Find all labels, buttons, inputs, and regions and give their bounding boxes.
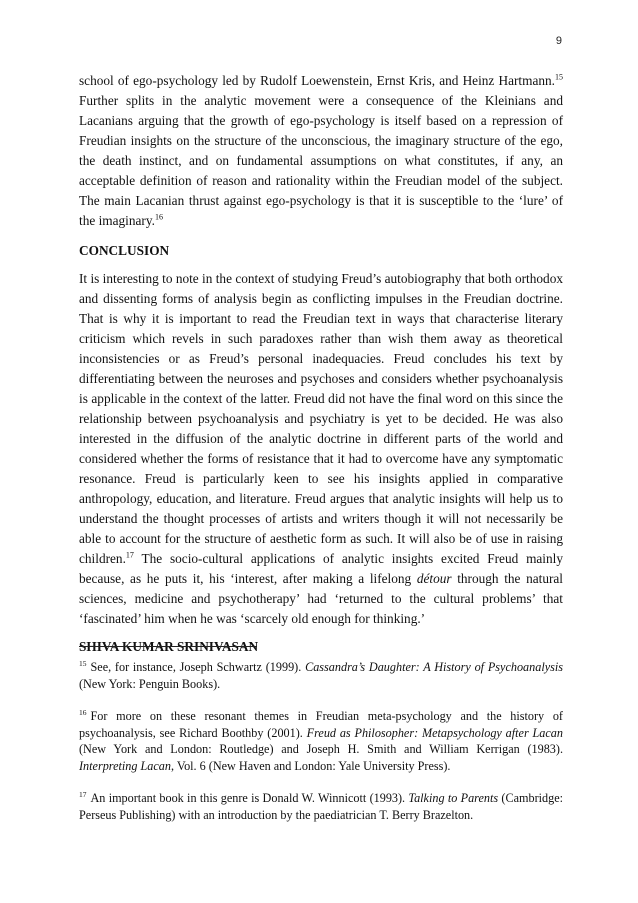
page-number: 9 [555,35,562,47]
footnote-17 [79,790,563,823]
footnote-number: 16 [79,707,87,717]
footnotes [79,659,563,839]
footnote-title: Freud as Philosopher: Metapsychology after Lacan [306,725,563,740]
body-text [79,71,563,657]
footnote-text: (Cambridge: Perseus Publishing) with an introduction by the paediatrician T. Berry Brazelton. [79,791,563,822]
italic-term: détour [416,571,452,586]
paragraph-text: Further splits in the analytic movement were a consequence of the Kleinians and Lacanians arguing that the growth of ego-psychology is itself based on a repression of Freudian insights on the structure of the unconscious, the imaginary structure of the ego, the death instinct, and on fundamental assumptions on what constitutes, if any, an acceptable definition of reason and rationality within the Freudian model of the subject. The main Lacanian thrust against ego-psychology is that it is susceptible to the ‘lure’ of the imaginary. [79,93,563,228]
footnote-text: See, for instance, Joseph Schwartz (1999). [90,660,306,674]
footnote-15 [79,659,563,692]
footnote-text: (New York: Penguin Books). [79,676,221,691]
footnote-16 [79,708,563,774]
paragraph-ego-psychology [79,71,563,231]
footnote-ref-16[interactable]: 16 [154,212,163,222]
paragraph-text: It is interesting to note in the context of studying Freud’s autobiography that both orthodox and dissenting forms of analysis begin as conflicting impulses in the Freudian doctrine. That is why it is important to read the Freudian text in ways that characterise literary criticism which revels in such paradoxes rather than wish them away as theoretical inconsistencies or as Freud’s personal inadequacies. Freud concludes his text by differentiating between the neuroses and psychoses and considers whether psychoanalysis is applicable in the context of the latter. Freud did not have the final word on this since the relationship between psychoanalysis and psychiatry is yet to be decided. He was also interested in the diffusion of the analytic doctrine in different parts of the world and considered whether the forms of resistance that it had to overcome have any symptomatic resonance. Freud is particularly keen to see his insights applied in comparative anthropology, education, and literature. Freud argues that analytic insights will help us to understand the thought processes of artists and writers though it will not necessarily be able to account for the structure of aesthetic form as such. It will also be of use in raising children. [79,271,563,566]
paragraph-text: through the natural sciences, medicine and psychotherapy’ had ‘returned to the cultural problems’ that ‘fascinated’ him when he was ‘scarcely old enough for thinking.’ [79,571,564,626]
footnote-number: 17 [79,789,87,799]
footnote-text: , Vol. 6 (New Haven and London: Yale University Press). [170,758,451,773]
footnote-ref-17[interactable]: 17 [125,550,134,560]
footnote-title: Cassandra’s Daughter: A History of Psychoanalysis [305,660,563,674]
section-heading-conclusion: CONCLUSION [79,243,170,258]
author-name: SHIVA KUMAR SRINIVASAN [79,639,259,654]
footnote-number: 15 [79,658,87,668]
footnote-text: An important book in this genre is Donald W. Winnicott (1993). [90,791,409,805]
footnote-divider [79,646,257,647]
footnote-text: For more on these resonant themes in Freudian meta-psychology and the history of psychoanalysis, see Richard Boothby (2001). [79,709,563,740]
footnote-title: Interpreting Lacan [79,758,171,773]
paragraph-text: school of ego-psychology led by Rudolf Loewenstein, Ernst Kris, and Heinz Hartmann. [79,73,555,88]
paragraph-text: The socio-cultural applications of analytic insights excited Freud mainly because, as he puts it, his ‘interest, after making a lifelong [79,551,563,586]
footnote-text: (New York and London: Routledge) and Joseph H. Smith and William Kerrigan (1983). [79,742,563,756]
footnote-ref-15[interactable]: 15 [555,72,563,82]
footnote-title: Talking to Parents [408,791,499,805]
paragraph-conclusion [79,269,563,629]
